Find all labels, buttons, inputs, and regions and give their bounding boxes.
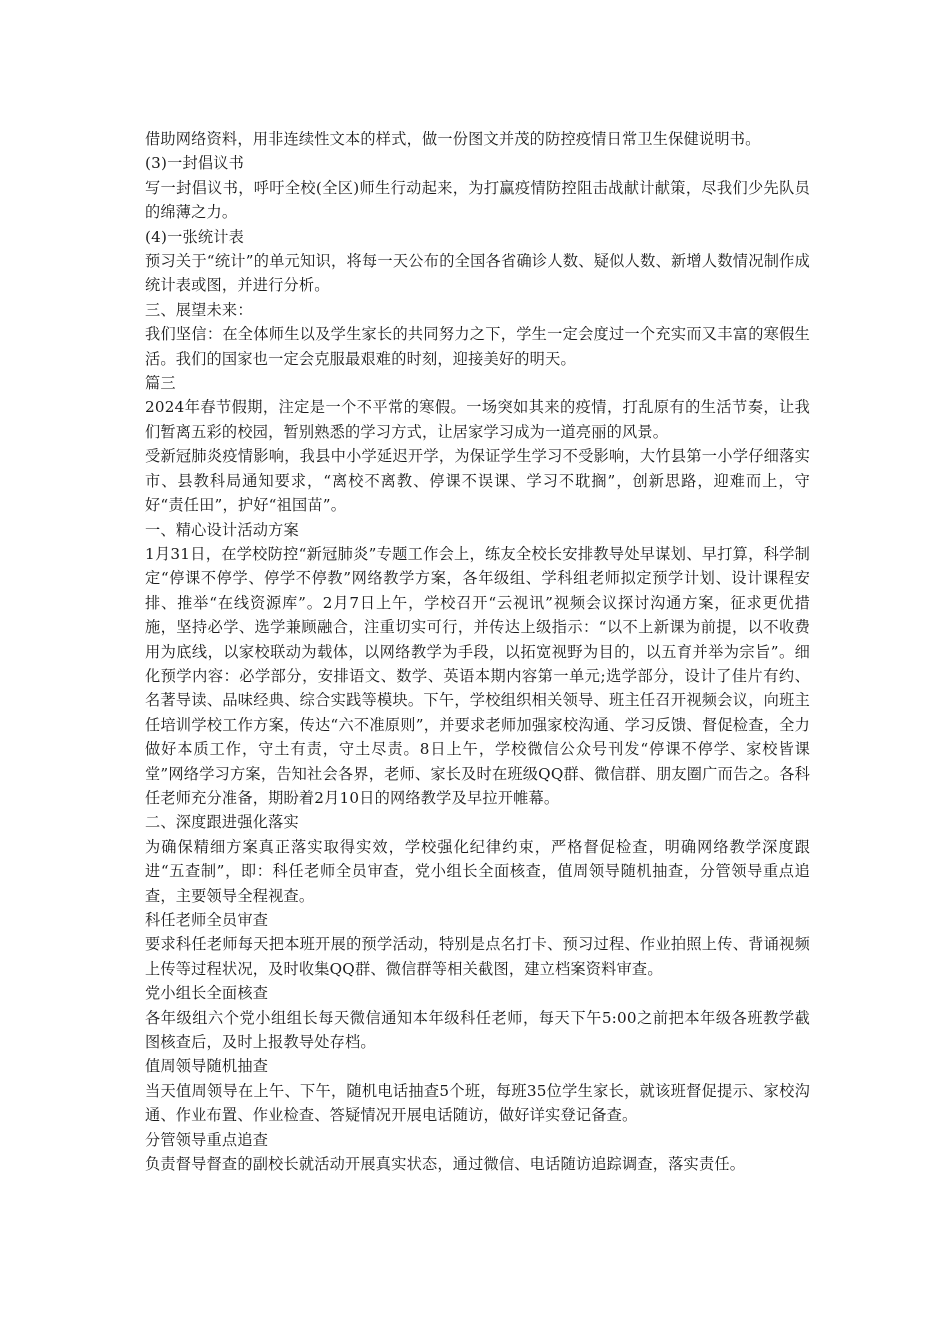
subsection-heading: 党小组长全面核查 bbox=[145, 984, 269, 1003]
paragraph: 我们坚信：在全体师生以及学生家长的共同努力之下，学生一定会度过一个充实而又丰富的寒假生活。我们的国家也一定会克服最艰难的时刻，迎接美好的明天。 bbox=[145, 325, 810, 368]
paragraph: 2024年春节假期，注定是一个不平常的寒假。一场突如其来的疫情，打乱原有的生活节奏，让我们暂离五彩的校园，暂别熟悉的学习方式，让居家学习成为一道亮丽的风景。 bbox=[145, 398, 810, 441]
paragraph: 为确保精细方案真正落实取得实效，学校强化纪律约束，严格督促检查，明确网络教学深度跟进“五查制”，即：科任老师全员审查，党小组长全面核查，值周领导随机抽查，分管领导重点追查，主要领导全程视查。 bbox=[145, 837, 810, 905]
paragraph: 1月31日，在学校防控“新冠肺炎”专题工作会上，练友全校长安排教导处早谋划、早打算，科学制定“停课不停学、停学不停教”网络教学方案，各年级组、学科组老师拟定预学计划、设计课程安排、推举“在线资源库”。2月7日上午，学校召开“云视讯”视频会议探讨沟通方案，征求更优措施，坚持必学、选学兼顾融合，注重切实可行，并传达上级指示：“以不上新课为前提，以不收费用为底线，以家校联动为载体，以网络教学为手段，以拓宽视野为目的，以五育并举为宗旨”。细化预学内容：必学部分，安排语文、数学、英语本期内容第一单元;选学部分，设计了佳片有约、名著导读、品味经典、综合实践等模块。下午，学校组织相关领导、班主任召开视频会议，向班主任培训学校工作方案，传达“六不准原则”，并要求老师加强家校沟通、学习反馈、督促检查，全力做好本质工作，守土有责，守土尽责。8日上午，学校微信公众号刊发“停课不停学、家校皆课堂”网络学习方案，告知社会各界，老师、家长及时在班级QQ群、微信群、朋友圈广而告之。各科任老师充分准备，期盼着2月10日的网络教学及早拉开帷幕。 bbox=[145, 544, 810, 807]
section-heading: 三、展望未来： bbox=[145, 300, 253, 319]
document-page bbox=[145, 127, 810, 1176]
subsection-heading: 分管领导重点追查 bbox=[145, 1130, 269, 1149]
paragraph: 要求科任老师每天把本班开展的预学活动，特别是点名打卡、预习过程、作业拍照上传、背诵视频上传等过程状况，及时收集QQ群、微信群等相关截图，建立档案资料审查。 bbox=[145, 935, 810, 978]
subsection-heading: 值周领导随机抽查 bbox=[145, 1057, 269, 1076]
part-heading: 篇三 bbox=[145, 374, 176, 393]
section-heading: (4)一张统计表 bbox=[145, 227, 245, 246]
paragraph: 写一封倡议书，呼吁全校(全区)师生行动起来，为打赢疫情防控阻击战献计献策，尽我们少先队员的绵薄之力。 bbox=[145, 178, 810, 222]
section-heading: 一、精心设计活动方案 bbox=[145, 520, 299, 539]
paragraph: 负责督导督查的副校长就活动开展真实状态，通过微信、电话随访追踪调查，落实责任。 bbox=[145, 1155, 746, 1174]
paragraph: 当天值周领导在上午、下午，随机电话抽查5个班，每班35位学生家长，就该班督促提示、家校沟通、作业布置、作业检查、答疑情况开展电话随访，做好详实登记备查。 bbox=[145, 1081, 810, 1125]
paragraph: 受新冠肺炎疫情影响，我县中小学延迟开学，为保证学生学习不受影响，大竹县第一小学仔细落实市、县教科局通知要求，“离校不离教、停课不误课、学习不耽搁”，创新思路，迎难而上，守好“责任田”，护好“祖国苗”。 bbox=[145, 447, 810, 515]
subsection-heading: 科任老师全员审查 bbox=[145, 911, 269, 929]
paragraph: 借助网络资料，用非连续性文本的样式，做一份图文并茂的防控疫情日常卫生保健说明书。 bbox=[145, 130, 761, 148]
section-heading: (3)一封倡议书 bbox=[145, 154, 245, 173]
paragraph: 预习关于“统计”的单元知识，将每一天公布的全国各省确诊人数、疑似人数、新增人数情况制作成统计表或图，并进行分析。 bbox=[145, 252, 810, 295]
section-heading: 二、深度跟进强化落实 bbox=[145, 813, 299, 832]
paragraph: 各年级组六个党小组组长每天微信通知本年级科任老师，每天下午5:00之前把本年级各班教学截图核查后，及时上报教导处存档。 bbox=[145, 1008, 810, 1052]
